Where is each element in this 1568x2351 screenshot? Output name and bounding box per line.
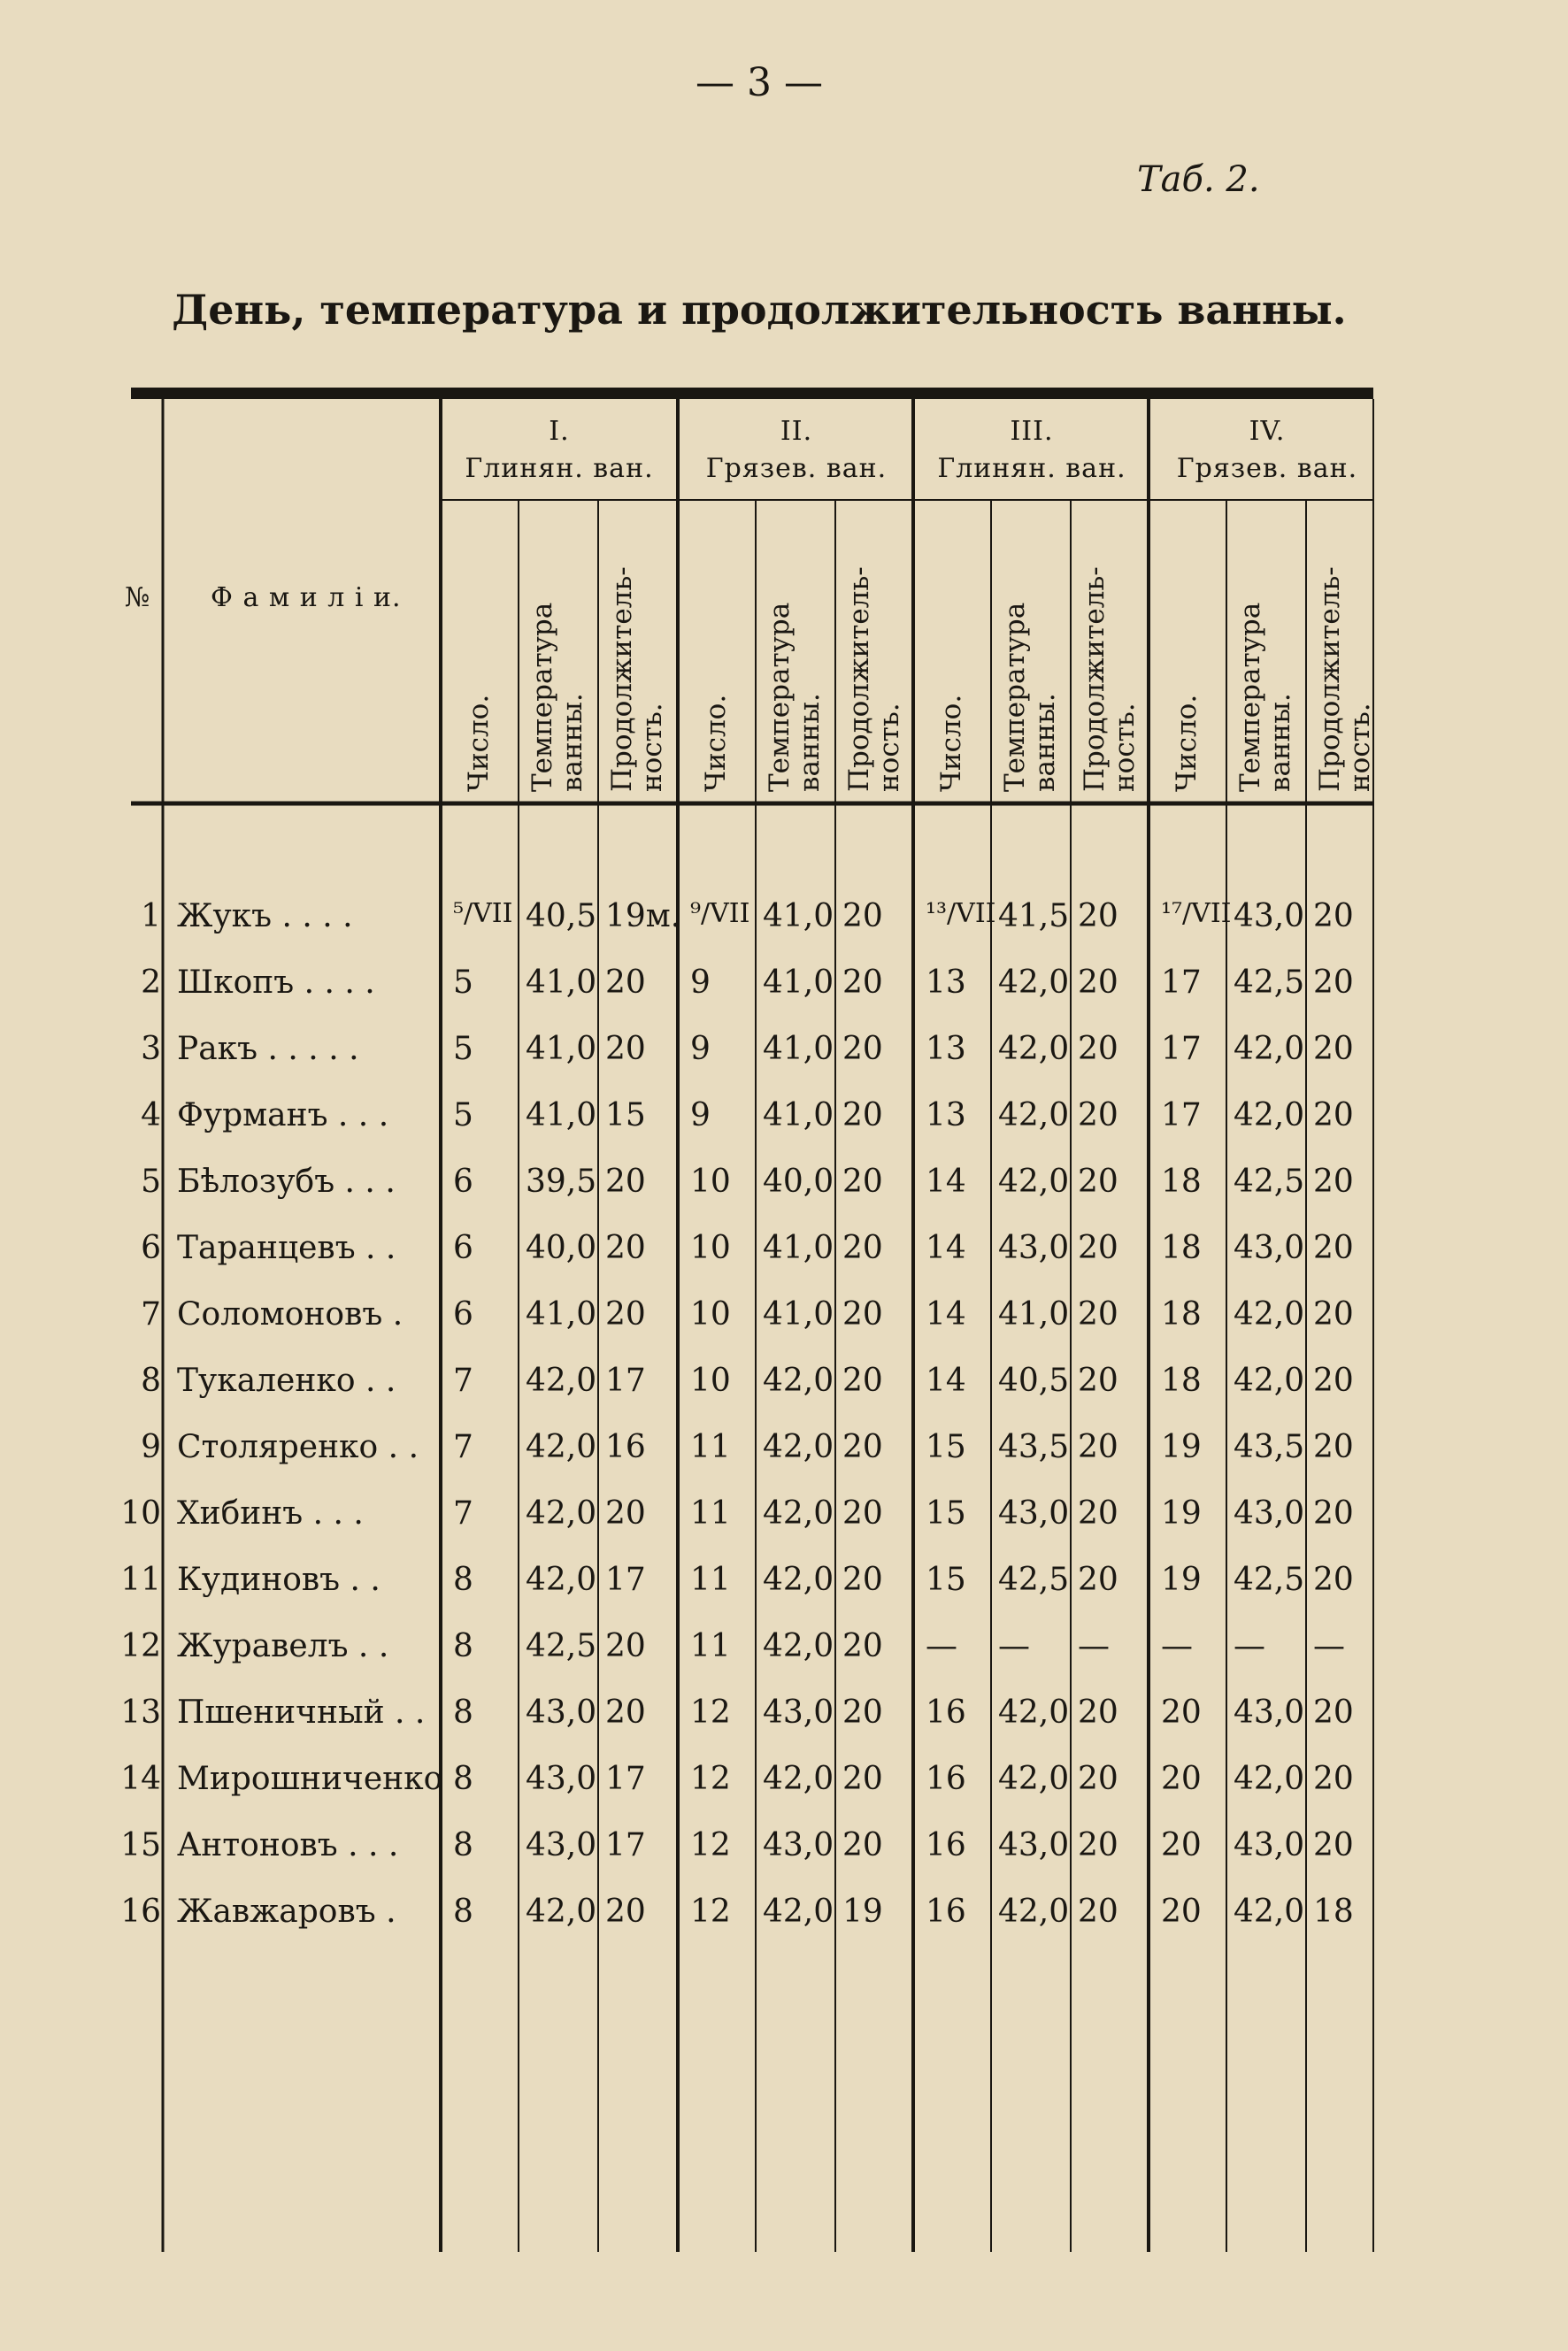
cell-duration: 20 — [605, 1296, 646, 1333]
cell-duration: 20 — [1078, 1495, 1118, 1532]
cell-date: ¹⁷/VII — [1161, 898, 1232, 929]
number-column-header: № — [125, 582, 151, 613]
cell-duration: 20 — [842, 898, 883, 934]
cell-temperature: 40,0 — [763, 1164, 834, 1200]
cell-temperature: 42,0 — [1234, 1761, 1305, 1797]
cell-duration: 20 — [1313, 1230, 1354, 1266]
cell-duration: 20 — [842, 964, 883, 1001]
cell-date: 7 — [453, 1363, 473, 1399]
cell-duration: 20 — [605, 1031, 646, 1067]
cell-temperature: 42,5 — [526, 1628, 597, 1664]
cell-temperature: 42,0 — [526, 1429, 597, 1465]
cell-date: 8 — [453, 1894, 473, 1930]
cell-duration: 20 — [1078, 1894, 1118, 1930]
cell-temperature: 42,0 — [526, 1495, 597, 1532]
cell-duration: 20 — [605, 1495, 646, 1532]
cell-duration: 20 — [1078, 1694, 1118, 1731]
subheader-duration-1: Продолжитель- — [1314, 566, 1346, 792]
row-number: 13 — [120, 1694, 161, 1731]
cell-duration: 20 — [1313, 1363, 1354, 1399]
group-2-name: Грязев. ван. — [705, 453, 888, 484]
cell-temperature: 42,0 — [998, 964, 1070, 1001]
subheader-date: Число. — [935, 694, 967, 792]
cell-date: — — [1161, 1628, 1193, 1664]
subheader-duration-1: Продолжитель- — [843, 566, 875, 792]
cell-duration: 19 — [842, 1894, 883, 1930]
cell-temperature: 42,0 — [763, 1894, 834, 1930]
cell-duration: 20 — [1313, 1164, 1354, 1200]
cell-duration: 20 — [605, 1694, 646, 1731]
row-surname: Тукаленко . . — [177, 1363, 396, 1399]
cell-duration: 20 — [1313, 1827, 1354, 1863]
row-number: 2 — [141, 964, 161, 1001]
cell-temperature: 42,0 — [1234, 1097, 1305, 1133]
cell-duration: 17 — [605, 1562, 646, 1598]
subheader-temperature-1: Температура — [999, 602, 1031, 792]
cell-temperature: — — [998, 1628, 1030, 1664]
cell-duration: 20 — [1078, 1363, 1118, 1399]
cell-temperature: 42,0 — [763, 1429, 834, 1465]
cell-temperature: 42,0 — [526, 1894, 597, 1930]
row-number: 4 — [141, 1097, 161, 1133]
cell-date: 16 — [926, 1827, 966, 1863]
cell-date: 11 — [690, 1429, 731, 1465]
cell-date: 16 — [926, 1761, 966, 1797]
row-surname: Таранцевъ . . — [177, 1230, 396, 1266]
surname-column-header: Ф а м и л і и. — [211, 582, 402, 613]
cell-duration: — — [1313, 1628, 1345, 1664]
cell-duration: 20 — [842, 1429, 883, 1465]
group-3-name: Глинян. ван. — [937, 453, 1126, 484]
row-number: 8 — [141, 1363, 161, 1399]
cell-date: 19 — [1161, 1429, 1202, 1465]
row-surname: Пшеничный . . — [177, 1694, 426, 1731]
cell-temperature: 43,0 — [1234, 1230, 1305, 1266]
subheader-temperature-2: ванны. — [794, 693, 826, 792]
cell-temperature: 42,0 — [763, 1363, 834, 1399]
cell-duration: 20 — [1313, 1495, 1354, 1532]
cell-duration: 17 — [605, 1761, 646, 1797]
group-4-name: Грязев. ван. — [1176, 453, 1358, 484]
cell-temperature: 42,0 — [998, 1031, 1070, 1067]
cell-date: 18 — [1161, 1363, 1202, 1399]
cell-date: 20 — [1161, 1894, 1202, 1930]
cell-date: 16 — [926, 1694, 966, 1731]
cell-temperature: 41,0 — [763, 964, 834, 1001]
row-number: 15 — [120, 1827, 161, 1863]
cell-duration: 20 — [1078, 1097, 1118, 1133]
cell-duration: 20 — [1078, 964, 1118, 1001]
cell-duration: 20 — [1078, 1164, 1118, 1200]
row-surname: Фурманъ . . . — [177, 1097, 389, 1133]
cell-date: 20 — [1161, 1761, 1202, 1797]
subheader-temperature-2: ванны. — [1029, 693, 1061, 792]
cell-date: 20 — [1161, 1694, 1202, 1731]
cell-date: 16 — [926, 1894, 966, 1930]
cell-duration: — — [1078, 1628, 1110, 1664]
cell-date: 14 — [926, 1230, 966, 1266]
cell-temperature: 42,5 — [1234, 1164, 1305, 1200]
cell-duration: 20 — [842, 1097, 883, 1133]
row-surname: Столяренко . . — [177, 1429, 419, 1465]
subheader-duration-2: ность. — [1344, 703, 1376, 792]
group-2-numeral: II. — [780, 416, 813, 447]
cell-duration: 20 — [842, 1628, 883, 1664]
cell-date: 17 — [1161, 964, 1202, 1001]
cell-duration: 20 — [605, 1230, 646, 1266]
cell-temperature: 42,0 — [998, 1694, 1070, 1731]
cell-duration: 20 — [1313, 898, 1354, 934]
cell-date: — — [926, 1628, 957, 1664]
group-1-numeral: I. — [549, 416, 570, 447]
cell-date: 12 — [690, 1694, 731, 1731]
subheader-temperature-1: Температура — [527, 602, 558, 792]
cell-date: 17 — [1161, 1031, 1202, 1067]
cell-temperature: 42,0 — [763, 1495, 834, 1532]
cell-temperature: 41,0 — [526, 1031, 597, 1067]
cell-temperature: 42,0 — [998, 1761, 1070, 1797]
cell-temperature: 41,5 — [998, 898, 1070, 934]
row-number: 16 — [120, 1894, 161, 1930]
cell-date: 6 — [453, 1164, 473, 1200]
cell-temperature: 43,0 — [998, 1827, 1070, 1863]
subheader-duration-2: ность. — [636, 703, 668, 792]
cell-date: ¹³/VII — [926, 898, 996, 929]
cell-temperature: 43,0 — [763, 1694, 834, 1731]
cell-date: 11 — [690, 1628, 731, 1664]
group-1-name: Глинян. ван. — [465, 453, 654, 484]
row-number: 12 — [120, 1628, 161, 1664]
cell-duration: 20 — [1313, 1694, 1354, 1731]
cell-duration: 20 — [1313, 1562, 1354, 1598]
cell-temperature: 43,0 — [998, 1495, 1070, 1532]
cell-duration: 20 — [1078, 1827, 1118, 1863]
cell-temperature: 43,0 — [1234, 1827, 1305, 1863]
cell-date: 14 — [926, 1363, 966, 1399]
cell-date: ⁵/VII — [453, 898, 513, 929]
row-surname: Жавжаровъ . — [177, 1894, 396, 1930]
cell-temperature: 43,0 — [1234, 1694, 1305, 1731]
cell-duration: 20 — [1078, 1562, 1118, 1598]
cell-temperature: 42,0 — [1234, 1296, 1305, 1333]
cell-temperature: 42,5 — [998, 1562, 1070, 1598]
cell-duration: 20 — [605, 1894, 646, 1930]
cell-duration: 20 — [1078, 898, 1118, 934]
cell-temperature: 43,0 — [998, 1230, 1070, 1266]
cell-date: 5 — [453, 964, 473, 1001]
row-number: 14 — [120, 1761, 161, 1797]
row-number: 1 — [141, 898, 161, 934]
cell-duration: 16 — [605, 1429, 646, 1465]
cell-temperature: 43,0 — [526, 1827, 597, 1863]
cell-date: 13 — [926, 964, 966, 1001]
cell-temperature: 41,0 — [526, 964, 597, 1001]
cell-date: 5 — [453, 1031, 473, 1067]
row-surname: Соломоновъ . — [177, 1296, 404, 1333]
cell-date: 5 — [453, 1097, 473, 1133]
cell-temperature: 43,0 — [763, 1827, 834, 1863]
subheader-date: Число. — [1171, 694, 1203, 792]
cell-duration: 20 — [1313, 1429, 1354, 1465]
cell-date: 19 — [1161, 1495, 1202, 1532]
row-number: 7 — [141, 1296, 161, 1333]
cell-date: 12 — [690, 1827, 731, 1863]
cell-temperature: 42,0 — [763, 1628, 834, 1664]
subheader-temperature-1: Температура — [764, 602, 796, 792]
cell-date: 19 — [1161, 1562, 1202, 1598]
cell-temperature: 42,0 — [998, 1164, 1070, 1200]
cell-duration: 20 — [842, 1694, 883, 1731]
cell-date: 18 — [1161, 1164, 1202, 1200]
top-thick-rule — [131, 388, 1373, 399]
cell-date: 6 — [453, 1296, 473, 1333]
row-number: 3 — [141, 1031, 161, 1067]
subheader-duration-2: ность. — [1109, 703, 1141, 792]
row-number: 10 — [120, 1495, 161, 1532]
cell-duration: 20 — [842, 1761, 883, 1797]
row-surname: Шкопъ . . . . — [177, 964, 375, 1001]
cell-duration: 20 — [605, 964, 646, 1001]
cell-temperature: 43,0 — [1234, 898, 1305, 934]
cell-duration: 20 — [1313, 1296, 1354, 1333]
row-number: 11 — [120, 1562, 161, 1598]
subheader-temperature-1: Температура — [1234, 602, 1266, 792]
cell-duration: 20 — [1078, 1031, 1118, 1067]
cell-temperature: 41,0 — [998, 1296, 1070, 1333]
cell-temperature: 42,0 — [998, 1097, 1070, 1133]
cell-duration: 17 — [605, 1827, 646, 1863]
cell-date: 12 — [690, 1894, 731, 1930]
cell-temperature: 40,5 — [526, 898, 597, 934]
cell-date: 9 — [690, 964, 711, 1001]
row-surname: Ракъ . . . . . — [177, 1031, 359, 1067]
row-surname: Мирошниченко — [177, 1761, 443, 1797]
cell-temperature: 42,5 — [1234, 964, 1305, 1001]
cell-temperature: 40,0 — [526, 1230, 597, 1266]
cell-temperature: 41,0 — [763, 1031, 834, 1067]
cell-date: 13 — [926, 1031, 966, 1067]
row-surname: Бѣлозубъ . . . — [177, 1164, 396, 1200]
subheader-duration-1: Продолжитель- — [606, 566, 638, 792]
cell-duration: 20 — [842, 1230, 883, 1266]
cell-date: 15 — [926, 1429, 966, 1465]
cell-date: ⁹/VII — [690, 898, 750, 929]
cell-temperature: 39,5 — [526, 1164, 597, 1200]
cell-date: 11 — [690, 1495, 731, 1532]
cell-duration: 17 — [605, 1363, 646, 1399]
cell-duration: 20 — [1078, 1230, 1118, 1266]
cell-temperature: 42,5 — [1234, 1562, 1305, 1598]
cell-date: 17 — [1161, 1097, 1202, 1133]
subheader-date: Число. — [700, 694, 732, 792]
cell-duration: 20 — [842, 1562, 883, 1598]
cell-temperature: 42,0 — [998, 1894, 1070, 1930]
cell-temperature: 40,5 — [998, 1363, 1070, 1399]
cell-duration: 20 — [842, 1164, 883, 1200]
cell-duration: 20 — [1313, 964, 1354, 1001]
row-number: 6 — [141, 1230, 161, 1266]
subheader-temperature-2: ванны. — [1264, 693, 1296, 792]
cell-duration: 20 — [842, 1031, 883, 1067]
row-surname: Журавелъ . . — [177, 1628, 389, 1664]
row-number: 9 — [141, 1429, 161, 1465]
cell-date: 8 — [453, 1761, 473, 1797]
cell-temperature: 41,0 — [763, 1097, 834, 1133]
subheader-duration-1: Продолжитель- — [1079, 566, 1111, 792]
cell-temperature: 41,0 — [763, 1230, 834, 1266]
cell-duration: 20 — [1078, 1761, 1118, 1797]
cell-date: 7 — [453, 1495, 473, 1532]
cell-temperature: 41,0 — [763, 898, 834, 934]
cell-temperature: 42,0 — [526, 1562, 597, 1598]
cell-date: 10 — [690, 1363, 731, 1399]
cell-duration: 20 — [842, 1827, 883, 1863]
row-surname: Хибинъ . . . — [177, 1495, 364, 1532]
cell-duration: 18 — [1313, 1894, 1354, 1930]
cell-temperature: 42,0 — [1234, 1363, 1305, 1399]
cell-duration: 20 — [842, 1363, 883, 1399]
cell-date: 10 — [690, 1164, 731, 1200]
cell-date: 8 — [453, 1628, 473, 1664]
cell-duration: 20 — [842, 1495, 883, 1532]
cell-date: 15 — [926, 1562, 966, 1598]
cell-date: 14 — [926, 1164, 966, 1200]
cell-duration: 20 — [1313, 1761, 1354, 1797]
cell-duration: 20 — [605, 1628, 646, 1664]
page-number: — 3 — — [696, 60, 823, 105]
cell-temperature: 41,0 — [526, 1097, 597, 1133]
table-label: Таб. 2. — [1137, 159, 1260, 200]
cell-date: 8 — [453, 1694, 473, 1731]
cell-duration: 20 — [1313, 1031, 1354, 1067]
cell-temperature: 42,0 — [1234, 1894, 1305, 1930]
cell-date: 8 — [453, 1827, 473, 1863]
row-surname: Кудиновъ . . — [177, 1562, 380, 1598]
cell-date: 9 — [690, 1031, 711, 1067]
cell-duration: 19м. — [605, 898, 681, 934]
row-surname: Жукъ . . . . — [177, 898, 353, 934]
group-4-numeral: IV. — [1249, 416, 1286, 447]
cell-duration: 20 — [1078, 1429, 1118, 1465]
cell-date: 6 — [453, 1230, 473, 1266]
cell-date: 13 — [926, 1097, 966, 1133]
cell-date: 14 — [926, 1296, 966, 1333]
cell-duration: 20 — [605, 1164, 646, 1200]
cell-duration: 20 — [842, 1296, 883, 1333]
cell-duration: 20 — [1078, 1296, 1118, 1333]
cell-temperature: 43,5 — [998, 1429, 1070, 1465]
cell-date: 18 — [1161, 1296, 1202, 1333]
cell-temperature: 43,0 — [526, 1694, 597, 1731]
cell-date: 18 — [1161, 1230, 1202, 1266]
cell-temperature: 43,0 — [526, 1761, 597, 1797]
cell-date: 11 — [690, 1562, 731, 1598]
row-number: 5 — [141, 1164, 161, 1200]
cell-temperature: — — [1234, 1628, 1265, 1664]
cell-date: 8 — [453, 1562, 473, 1598]
cell-temperature: 42,0 — [763, 1562, 834, 1598]
subheader-temperature-2: ванны. — [557, 693, 588, 792]
subheader-date: Число. — [463, 694, 495, 792]
cell-date: 10 — [690, 1296, 731, 1333]
table-title: День, температура и продолжительность ванны. — [172, 286, 1347, 334]
cell-temperature: 43,0 — [1234, 1495, 1305, 1532]
cell-temperature: 42,0 — [763, 1761, 834, 1797]
row-surname: Антоновъ . . . — [177, 1827, 399, 1863]
cell-temperature: 42,0 — [1234, 1031, 1305, 1067]
cell-temperature: 41,0 — [763, 1296, 834, 1333]
cell-temperature: 41,0 — [526, 1296, 597, 1333]
cell-date: 9 — [690, 1097, 711, 1133]
cell-date: 12 — [690, 1761, 731, 1797]
cell-date: 20 — [1161, 1827, 1202, 1863]
cell-date: 15 — [926, 1495, 966, 1532]
cell-temperature: 43,5 — [1234, 1429, 1305, 1465]
cell-temperature: 42,0 — [526, 1363, 597, 1399]
cell-duration: 20 — [1313, 1097, 1354, 1133]
cell-date: 10 — [690, 1230, 731, 1266]
cell-date: 7 — [453, 1429, 473, 1465]
group-3-numeral: III. — [1010, 416, 1054, 447]
subheader-duration-2: ность. — [873, 703, 905, 792]
cell-duration: 15 — [605, 1097, 646, 1133]
